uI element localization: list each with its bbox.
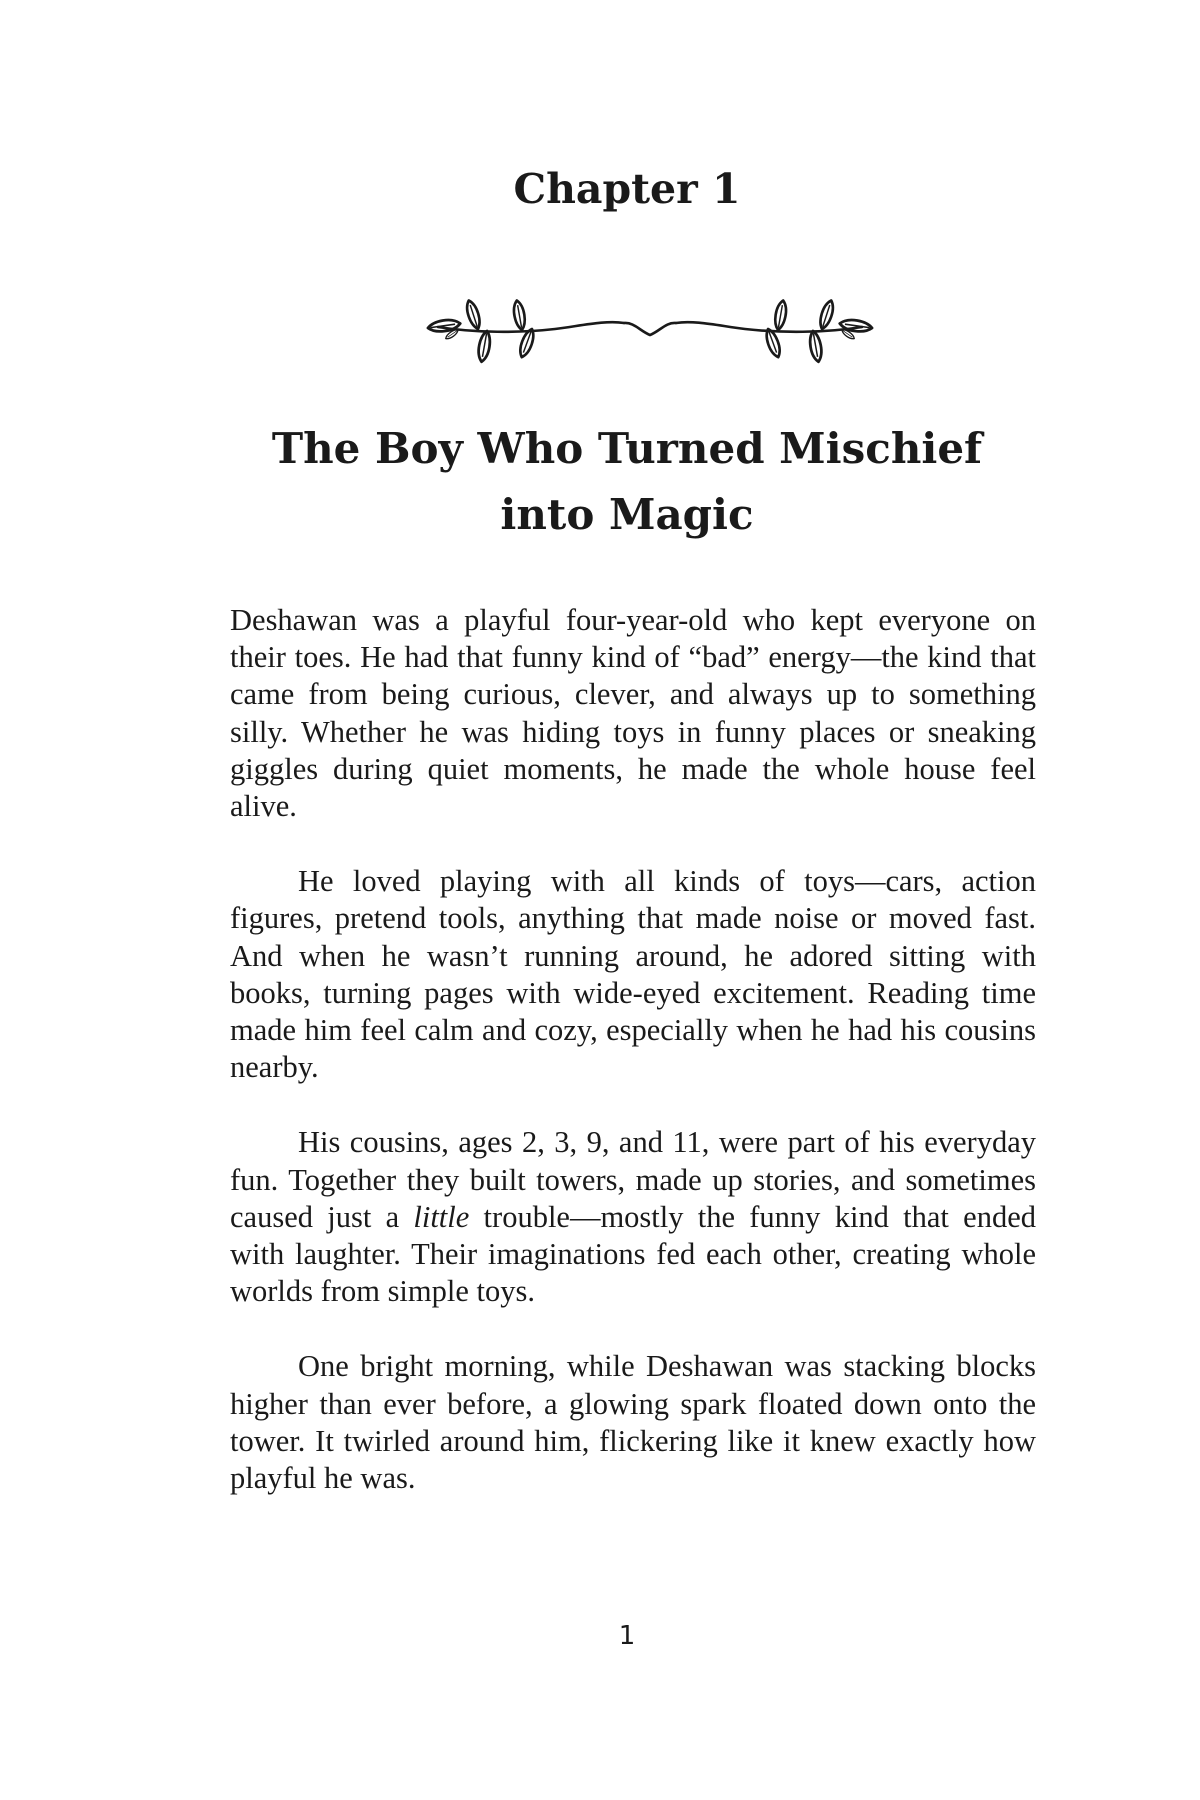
vine-right: [676, 299, 873, 363]
page-number: 1: [618, 1621, 636, 1651]
paragraph: [230, 1124, 1036, 1310]
chapter-body: [230, 602, 1036, 1535]
paragraph: Deshawan was a playful four-year-old who kept everyone on their toes. He had that funny kind of “bad” energy—the kind that came from being curious, clever, and always up to something silly. Whether he was hiding toys in funny places or sneaking giggles during quiet moments, he made the whole house feel alive.: [230, 603, 1036, 824]
paragraph-text: His cousins, ages 2, 3, 9, and 11, were part of his everyday fun. Together they built towers, made up stories, and sometimes caused just a: [230, 1125, 1036, 1234]
emphasized-word: little: [413, 1199, 470, 1234]
chapter-title: The Boy Who Turned Mischief into Magic: [271, 424, 983, 539]
paragraph: One bright morning, while Deshawan was stacking blocks higher than ever before, a glowing spark floated down onto the tower. It twirled around him, flickering like it knew exactly how playful he was.: [230, 1349, 1036, 1496]
leaf-vine-divider-icon: [420, 275, 880, 380]
chapter-label: Chapter 1: [513, 165, 741, 213]
paragraph-text: trouble—mostly the funny kind that ended with laughter. Their imaginations fed each other, creating whole worlds from simple toys.: [230, 1199, 1036, 1309]
vine-center: [624, 323, 676, 335]
vine-left: [427, 299, 624, 363]
paragraph: He loved playing with all kinds of toys—cars, action figures, pretend tools, anything that made noise or moved fast. And when he wasn’t running around, he adored sitting with books, turning pages with wide-eyed excitement. Reading time made him feel calm and cozy, especially when he had his cousins nearby.: [230, 864, 1036, 1085]
